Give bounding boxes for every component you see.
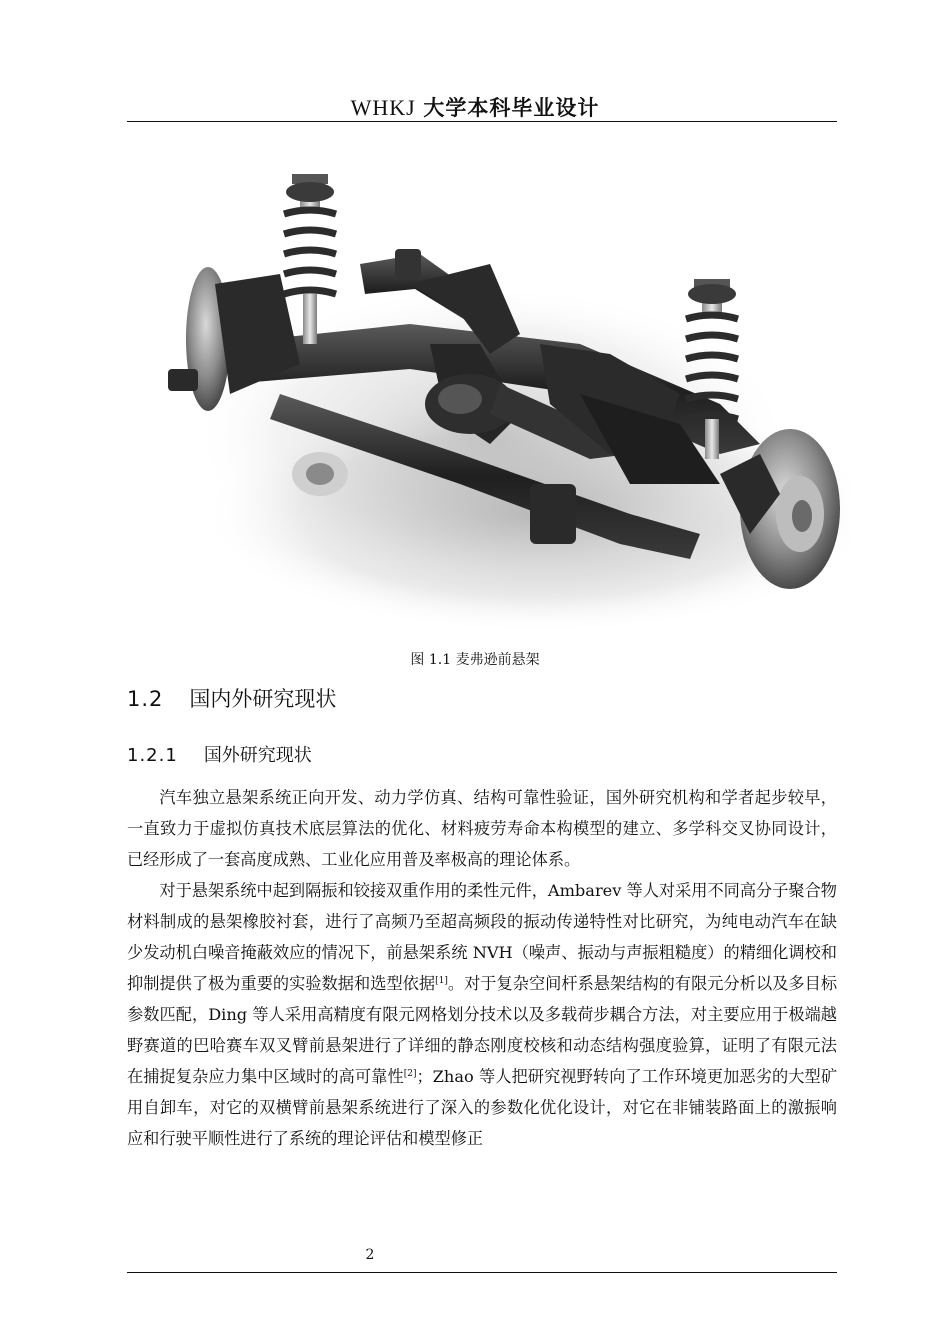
suspension-figure: [160, 154, 850, 630]
section-heading: [127, 683, 336, 713]
header-title-latin: WHKJ: [350, 95, 416, 120]
page-header-title: [0, 92, 950, 122]
body-text: [127, 782, 837, 1154]
header-rule: [127, 121, 837, 122]
paragraph-2: [127, 875, 837, 1154]
paragraph-2-part-a: 对于悬架系统中起到隔振和铰接双重作用的柔性元件，Ambarev 等人对采用不同高分子聚合物材料制成的悬架橡胶衬套，进行了高频乃至超高频段的振动传递特性对比研究，为纯电动汽车在缺少发动机白噪音掩蔽效应的情况下，前悬架系统 NVH（噪声、振动与声振粗糙度）的精细化调校和抑制提供了极为重要的实验数据和选型依据: [127, 881, 837, 993]
section-number: 1.2: [127, 687, 164, 711]
suspension-illustration: [160, 154, 850, 630]
subsection-heading: [127, 741, 312, 767]
figure-caption: 图 1.1 麦弗逊前悬架: [410, 652, 540, 668]
paragraph-2-part-b: 。对于复杂空间杆系悬架结构的有限元分析以及多目标参数匹配，Ding 等人采用高精度有限元网格划分技术以及多载荷步耦合方法，对主要应用于极端越野赛道的巴哈赛车双叉臂前悬架进行了详细的静态刚度校核和动态结构强度验算，证明了有限元法在捕捉复杂应力集中区域时的高可靠性: [127, 974, 838, 1086]
citation-1: [1]: [435, 976, 448, 986]
footer-rule: [127, 1272, 837, 1273]
paragraph-1: 汽车独立悬架系统正向开发、动力学仿真、结构可靠性验证，国外研究机构和学者起步较早，一直致力于虚拟仿真技术底层算法的优化、材料疲劳寿命本构模型的建立、多学科交叉协同设计，已经形成了一套高度成熟、工业化应用普及率极高的理论体系。: [127, 788, 837, 869]
paragraph-2-part-c: ；Zhao 等人把研究视野转向了工作环境更加恶劣的大型矿用自卸车，对它的双横臂前悬架系统进行了深入的参数化优化设计，对它在非铺装路面上的激振响应和行驶平顺性进行了系统的理论评估和模型修正: [127, 1067, 838, 1148]
citation-2: [2]: [403, 1069, 417, 1079]
subsection-title: 国外研究现状: [203, 745, 312, 766]
section-title: 国内外研究现状: [189, 687, 337, 711]
header-title-cjk: 大学本科毕业设计: [423, 95, 600, 120]
subsection-number: 1.2.1: [127, 745, 178, 766]
page-number: 2: [365, 1247, 375, 1263]
